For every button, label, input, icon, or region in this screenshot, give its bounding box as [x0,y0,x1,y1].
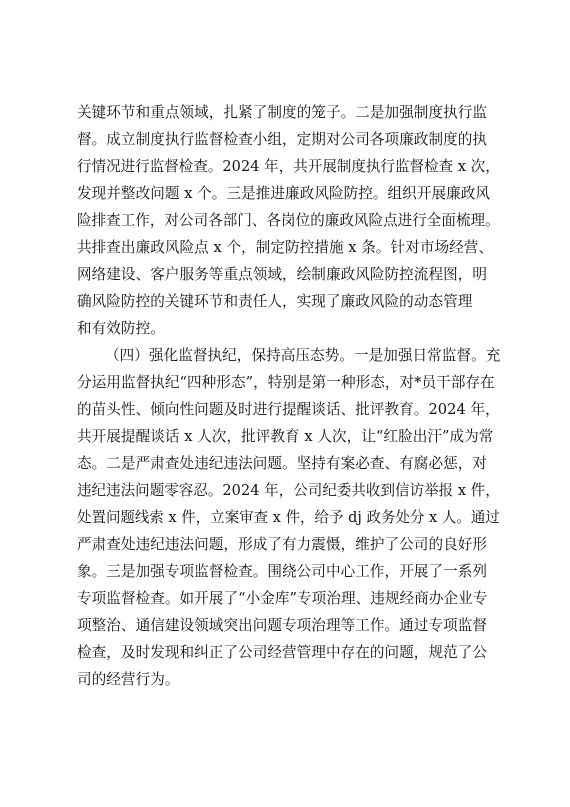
body-text-line: 和有效防控。 [77,320,165,337]
body-text-line: 网络建设、客户服务等重点领域，绘制廉政风险防控流程图，明 [77,266,488,283]
body-text-line: 态。二是严肃查处违纪违法问题。坚持有案必查、有腐必惩，对 [77,455,488,472]
body-text-line: 司的经营行为。 [77,671,180,688]
body-text-line: 确风险防控的关键环节和责任人，实现了廉政风险的动态管理 [77,293,473,310]
body-text-line: 关键环节和重点领域，扎紧了制度的笼子。二是加强制度执行监 [77,104,488,121]
body-text-line: 严肃查处违纪违法问题，形成了有力震慑，维护了公司的良好形 [77,536,488,553]
body-text-line: 行情况进行监督检查。2024 年，共开展制度执行监督检查 x 次， [77,158,500,175]
body-text-line: 专项监督检查。如开展了“小金库”专项治理、违规经商办企业专 [77,590,488,607]
body-text-line: 分运用监督执纪“四种形态”，特别是第一种形态，对*员干部存在 [77,374,495,391]
body-text-line: 发现并整改问题 x 个。三是推进廉政风险防控。组织开展廉政风 [77,185,491,202]
section-heading-line: （四）强化监督执纪，保持高压态势。一是加强日常监督。充 [105,347,501,364]
body-text-line: 检查，及时发现和纠正了公司经营管理中存在的问题，规范了公 [77,644,488,661]
body-text-line: 的苗头性、倾向性问题及时进行提醒谈话、批评教育。2024 年， [77,401,500,418]
body-text-line: 险排查工作，对公司各部门、各岗位的廉政风险点进行全面梳理。 [77,212,500,229]
body-text-line: 项整治、通信建设领域突出问题专项治理等工作。通过专项监督 [77,617,488,634]
body-text-line: 督。成立制度执行监督检查小组，定期对公司各项廉政制度的执 [77,131,488,148]
body-text-line: 违纪违法问题零容忍。2024 年，公司纪委共收到信访举报 x 件， [77,482,500,499]
body-text-line: 共开展提醒谈话 x 人次，批评教育 x 人次，让“红脸出汗”成为常 [77,428,494,445]
body-text-line: 象。三是加强专项监督检查。围绕公司中心工作，开展了一系列 [77,563,488,580]
body-text-line: 处置问题线索 x 件，立案审查 x 件，给予 dj 政务处分 x 人。通过 [77,509,500,526]
body-text-line: 共排查出廉政风险点 x 个，制定防控措施 x 条。针对市场经营、 [77,239,494,256]
